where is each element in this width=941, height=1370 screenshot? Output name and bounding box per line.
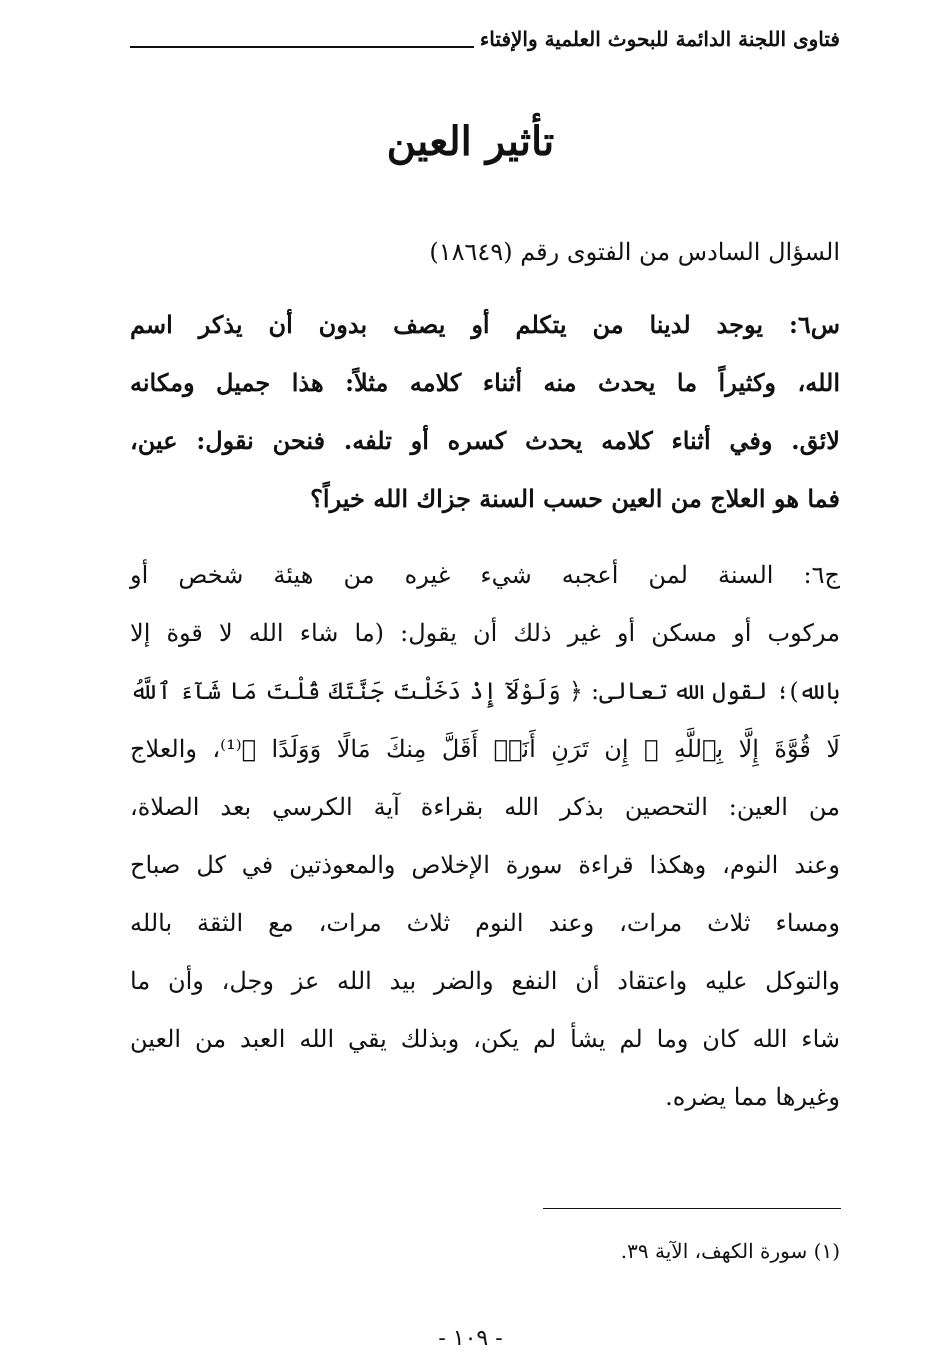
question-line: الله، وكثيراً ما يحدث منه أثناء كلامه مثلاً: هذا جميل ومكانه xyxy=(130,368,840,397)
answer-line: من العين: التحصين بذكر الله بقراءة آية الكرسي بعد الصلاة، xyxy=(130,793,840,821)
running-header-rule xyxy=(130,46,474,48)
footnote: (١) سورة الكهف، الآية ٣٩. xyxy=(620,1239,840,1263)
question-reference: السؤال السادس من الفتوى رقم (١٨٦٤٩) xyxy=(429,238,840,266)
answer-line: ج٦: السنة لمن أعجبه شيء غيره من هيئة شخص أو xyxy=(130,561,840,589)
question-paragraph xyxy=(130,296,840,528)
answer-line: والتوكل عليه واعتقاد أن النفع والضر بيد الله عز وجل، وأن ما xyxy=(130,967,840,995)
answer-line: وغيرها مما يضره. xyxy=(665,1083,840,1111)
question-line: س٦: يوجد لدينا من يتكلم أو يصف بدون أن يذكر اسم xyxy=(130,310,840,339)
question-line: فما هو العلاج من العين حسب السنة جزاك الله خيراً؟ xyxy=(310,484,840,513)
answer-line: شاء الله كان وما لم يشأ لم يكن، وبذلك يقي الله العبد من العين xyxy=(130,1025,840,1053)
running-header-title: فتاوى اللجنة الدائمة للبحوث العلمية والإفتاء xyxy=(479,27,840,51)
footnote-divider xyxy=(543,1208,841,1209)
running-header xyxy=(130,22,840,52)
answer-line: لَا قُوَّةَ إِلَّا بِٱللَّهِ ۚ إِن تَرَنِ أَنَا۠ أَقَلَّ مِنكَ مَالًا وَوَلَدًا ﴾⁽¹⁾، والعلاج xyxy=(130,735,841,763)
answer-line: ومساء ثلاث مرات، وعند النوم ثلاث مرات، مع الثقة بالله xyxy=(130,909,841,937)
answer-line: وعند النوم، وهكذا قراءة سورة الإخلاص والمعوذتين في كل صباح xyxy=(130,851,840,879)
question-line: لائق. وفي أثناء كلامه يحدث كسره أو تلفه. فنحن نقول: عين، xyxy=(130,426,840,455)
page-title: تأثير العين xyxy=(386,118,555,165)
page-number: - ١٠٩ - xyxy=(438,1326,503,1351)
answer-line: بالله)؛ لقول الله تعالى: ﴿ وَلَوْلَآ إِذْ دَخَلْتَ جَنَّتَكَ قُلْتَ مَا شَآءَ ٱللَّهُ xyxy=(130,677,840,705)
answer-paragraph xyxy=(130,546,840,1126)
answer-line: مركوب أو مسكن أو غير ذلك أن يقول: (ما شاء الله لا قوة إلا xyxy=(130,619,840,647)
